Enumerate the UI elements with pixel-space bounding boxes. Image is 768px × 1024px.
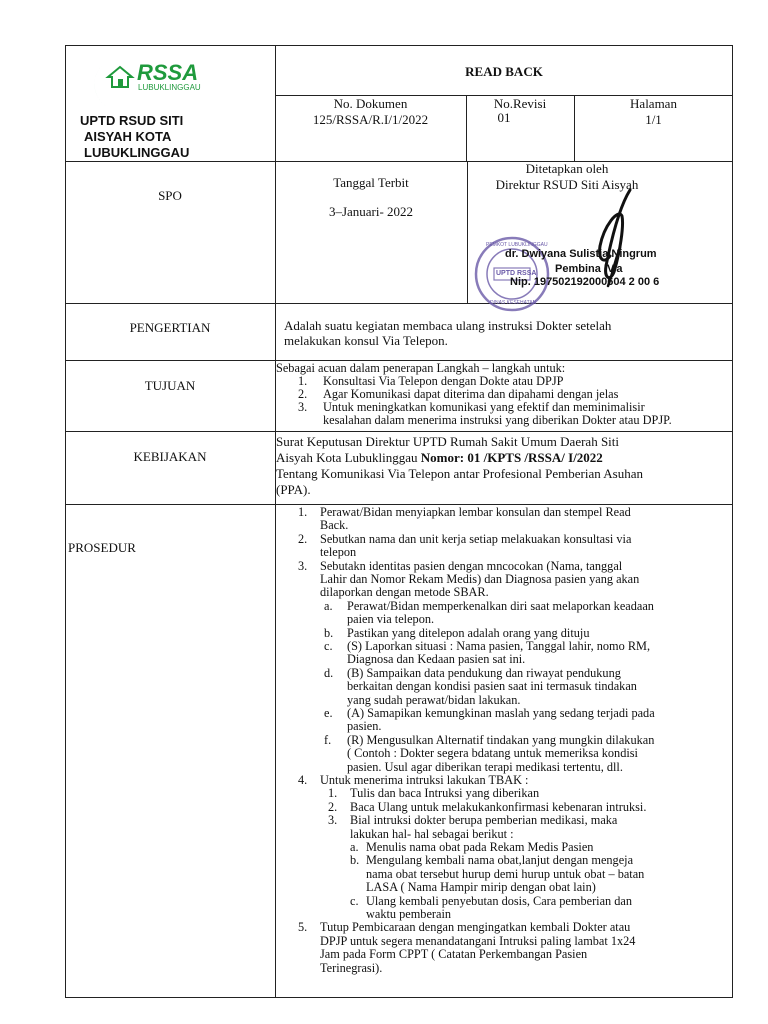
signer-rank: Pembina IV.a [555,263,623,275]
kebijakan-line2-text: Aisyah Kota Lubuklinggau [276,450,421,465]
tujuan-item-3-num: 3. [298,400,308,414]
kebijakan-line4: (PPA). [276,482,311,497]
prosedur-sub43-line-num: a. [350,840,359,854]
prosedur-sub3-line: Pastikan yang ditelepon adalah orang yang dituju [347,625,590,640]
prosedur-line-num: 1. [298,505,308,519]
prosedur-sub43-line: Mengulang kembali nama obat,lanjut dengan mengeja [366,853,634,868]
prosedur-line: telepon [320,545,357,560]
tujuan-item-1-num: 1. [298,374,308,388]
ditetapkan-oleh: Ditetapkan oleh [525,161,609,176]
prosedur-sub3-line: paien via telepon. [347,612,435,627]
prosedur-item4: Untuk menerima intruksi lakukan TBAK : [320,773,529,787]
pengertian-line1: Adalah suatu kegiatan membaca ulang instruksi Dokter setelah [284,318,612,333]
row-divider-kebijakan [65,431,733,432]
prosedur-sub43-line: LASA ( Nama Hampir mirip dengan obat lain) [366,880,596,895]
prosedur-line: dilaporkan dengan metode SBAR. [320,585,489,600]
prosedur-sub3-line: yang sudah perawat/bidan lakukan. [347,692,521,707]
tanggal-terbit-value: 3–Januari- 2022 [328,204,414,219]
tujuan-item-2: Agar Komunikasi dapat diterima dan dipahami dengan jelas [323,387,619,401]
kebijakan-label: KEBIJAKAN [133,449,207,464]
tanggal-terbit-label: Tanggal Terbit [333,175,409,190]
prosedur-sub3-line: Diagnosa dan Kedaan pasien sat ini. [347,652,526,667]
prosedur-line-num: 3. [298,558,308,573]
prosedur-sub3-line-num: a. [324,598,333,613]
prosedur-sub3-line: pasien. [347,719,382,734]
tujuan-item-1: Konsultasi Via Telepon dengan Dokte atau DPJP [323,374,564,388]
official-stamp [472,234,552,314]
prosedur-sub43-line: nama obat tersebut hurup demi hurup untuk obat – batan [366,866,645,881]
page-label: Halaman [630,96,677,111]
page-value: 1/1 [645,112,662,127]
prosedur-item5-line-num: 5. [298,920,308,935]
prosedur-sub3-line: (B) Sampaikan data pendukung dan riwayat pendukung [347,665,621,680]
prosedur-sub43-line: Ulang kembali penyebutan dosis, Cara pemberian dan [366,893,633,908]
prosedur-sub43-line-num: b. [350,853,360,868]
stamp-text-mid: UPTD RSSA [496,270,537,277]
kebijakan-nomor: Nomor: 01 /KPTS /RSSA/ I/2022 [420,450,603,465]
doc-number-value: 125/RSSA/R.I/1/2022 [312,112,429,127]
org-name-line2: AISYAH KOTA [84,129,172,144]
prosedur-item5-line: Tutup Pembicaraan dengan mengingatkan kembali Dokter atau [320,920,631,935]
prosedur-sub3-line-num: e. [324,706,333,720]
tujuan-item-2-num: 2. [298,387,308,401]
pengertian-label: PENGERTIAN [129,320,211,335]
tujuan-label: TUJUAN [144,378,196,393]
org-name-line3: LUBUKLINGGAU [84,145,190,160]
prosedur-sub3-line-num: c. [324,639,333,653]
prosedur-label: PROSEDUR [68,540,136,555]
rssa-logo [82,55,262,115]
kebijakan-line1: Surat Keputusan Direktur UPTD Rumah Sakit Umum Daerah Siti [276,434,620,449]
spo-label: SPO [158,188,182,203]
prosedur-sub4-line: Bial intruksi dokter berupa pemberian medikasi, maka [350,813,618,828]
prosedur-sub4-line: lakukan hal- hal sebagai berikut : [350,826,514,841]
prosedur-item5-line: Jam pada Form CPPT ( Catatan Perkembangan Pasien [320,947,588,962]
prosedur-sub4-line-num: 3. [328,813,338,828]
prosedur-line-num: 2. [298,531,308,546]
prosedur-sub43-line-num: c. [350,893,359,908]
logo-subtext: LUBUKLINGGAU [138,83,201,92]
signer-nip: Nip. 197502192000604 2 00 6 [510,276,660,288]
prosedur-sub3-line-num: b. [324,625,334,640]
kebijakan-line3: Tentang Komunikasi Via Telepon antar Profesional Pemberian Asuhan [276,466,643,481]
prosedur-line: Lahir dan Nomor Rekam Medis) dan Diagnosa pasien yang akan [320,572,640,586]
prosedur-sub43-line: Menulis nama obat pada Rekam Medis Pasien [366,840,594,854]
prosedur-line: Sebutkan nama dan unit kerja setiap melakuakan konsultasi via [320,531,632,546]
pengertian-line2: melakukan konsul Via Telepon. [284,333,448,348]
prosedur-sub3-line: ( Contoh : Dokter segera bdatang untuk memeriksa kondisi [347,746,638,761]
prosedur-sub4-line-num: 2. [328,799,338,814]
prosedur-item5-line: Terinegrasi). [320,960,383,975]
document-title: READ BACK [465,64,543,79]
prosedur-sub3-line: (R) Mengusulkan Alternatif tindakan yang mungkin dilakukan [347,732,655,747]
prosedur-sub4-line: Tulis dan baca Intruksi yang diberikan [350,786,540,801]
revision-label: No.Revisi [493,96,547,111]
logo-text: RSSA [137,60,199,85]
prosedur-sub3-line: Perawat/Bidan memperkenalkan diri saat melaporkan keadaan [347,598,654,613]
prosedur-sub43-line: waktu pemberain [366,907,452,921]
prosedur-sub4-line-num: 1. [328,786,338,801]
tujuan-item-3-cont: kesalahan dalam menerima instruksi yang diberikan Dokter atau DPJP. [323,413,672,427]
org-name-line1: UPTD RSUD SITI [80,113,184,128]
stamp-text-top: PEMKOT LUBUKLINGGAU [486,242,548,248]
tujuan-item-3: Untuk meningkatkan komunikasi yang efektif dan meminimalisir [323,400,645,414]
prosedur-item5-line: DPJP untuk segera menandatangani Intruksi paling lambat 1x24 [320,933,636,948]
stamp-text-bottom: DINAS KESEHATAN [490,300,537,306]
prosedur-line: Back. [320,518,349,533]
ditetapkan-jabatan: Direktur RSUD Siti Aisyah [495,177,639,192]
prosedur-sub3-line: (S) Laporkan situasi : Nama pasien, Tanggal lahir, nomo RM, [347,639,651,653]
signer-name: dr. Dwiyana Sulistia Ningrum [505,248,657,260]
revision-value: 01 [497,110,511,125]
prosedur-sub3-line: berkaitan dengan kondisi pasien saat ini termasuk tindakan [347,679,637,694]
prosedur-item4-num: 4. [298,773,308,787]
prosedur-sub4-line: Baca Ulang untuk melakukankonfirmasi kebenaran intruksi. [350,799,647,814]
prosedur-sub3-line: (A) Samapikan kemungkinan maslah yang sedang terjadi pada [347,706,655,720]
prosedur-line: Perawat/Bidan menyiapkan lembar konsulan dan stempel Read [320,505,631,519]
prosedur-line: Sebutakn identitas pasien dengan mncocokan (Nama, tanggal [320,558,623,573]
row-divider-pengertian [65,303,733,304]
prosedur-sub3-line-num: d. [324,665,334,680]
doc-number-label: No. Dokumen [333,96,408,111]
prosedur-sub3-line-num: f. [324,732,332,747]
prosedur-sub3-line: pasien. Usul agar diberikan terapi medikasi tertentu, dll. [347,759,623,774]
tujuan-intro: Sebagai acuan dalam penerapan Langkah – langkah untuk: [276,361,566,375]
